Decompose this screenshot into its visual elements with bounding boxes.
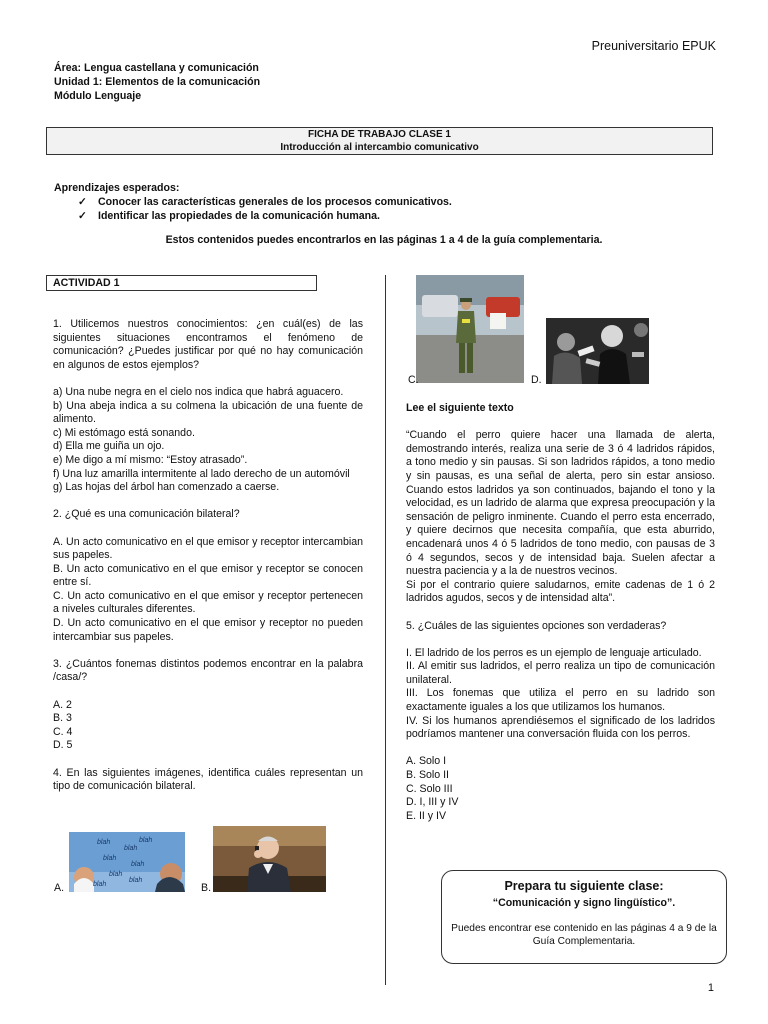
- q3-option: C. 4: [53, 725, 73, 738]
- q1-option: e) Me digo a mí mismo: “Estoy atrasado”.: [53, 453, 248, 466]
- q5-text: 5. ¿Cuáles de las siguientes opciones son verdaderas?: [406, 619, 667, 632]
- q1-option: b) Una abeja indica a su colmena la ubicación de una fuente de alimento.: [53, 399, 363, 426]
- header-modulo: Módulo Lenguaje: [54, 90, 142, 102]
- q2-option: C. Un acto comunicativo en el que emisor y receptor pertenecen a niveles culturales diferentes.: [53, 589, 363, 616]
- q2-option: A. Un acto comunicativo en el que emisor y receptor intercambian sus papeles.: [53, 535, 363, 562]
- blah-text: blah: [124, 845, 138, 852]
- q4-text: 4. En las siguientes imágenes, identifica cuáles representan un tipo de comunicación bilateral.: [53, 766, 363, 793]
- q3-option: A. 2: [53, 698, 72, 711]
- image-b-label: B.: [201, 882, 212, 894]
- image-d-label: D.: [531, 374, 542, 386]
- blah-text: blah: [139, 837, 153, 844]
- prepara-desc: Puedes encontrar ese contenido en las páginas 4 a 9 de la Guía Complementaria.: [451, 923, 717, 948]
- q2-option: D. Un acto comunicativo en el que emisor y receptor no pueden intercambiar sus papeles.: [53, 617, 363, 643]
- image-a-label: A.: [54, 882, 65, 894]
- blah-text: blah: [103, 855, 117, 862]
- column-divider: [385, 275, 386, 985]
- q3-option: D. 5: [53, 739, 73, 752]
- aprendizajes-block: [54, 181, 452, 223]
- texto-body: “Cuando el perro quiere hacer una llamada de alerta, demostrando interés, realiza una serie de 3 ó 4 ladridos rápidos, a tono medio y sin pausas. Si son ladridos rápidos, a tono medio y sin pausas, es una señal de alerta, pero sin estar ansioso. Cuando estos ladridos ya son continuados, bajando el tono y la velocidad, es un ladrido de alarma que expresa preocupación y la sensación de peligro inminente. Cuando el perro esta encerrado, y quiere decirnos que necesita compañía, que esta aburrido, encadenará unos 4 ó 5 ladridos de tono medio, con pausas de 3 ó 4 segundos, secos y de intensidad baja. Suelen afectar a nuestra paciencia y a la de nuestros vecinos.: [406, 429, 715, 578]
- page-number: 1: [707, 982, 714, 994]
- blah-text: blah: [109, 871, 123, 878]
- right-column: [406, 402, 715, 823]
- image-d-press-interview: [546, 318, 649, 384]
- q5-option: A. Solo I: [406, 755, 447, 768]
- blah-text: blah: [93, 881, 107, 888]
- check-icon: ✓: [78, 210, 87, 222]
- ficha-title-box: [46, 127, 713, 155]
- aprendizaje-item: ✓ Identificar las propiedades de la comunicación humana.: [78, 210, 380, 222]
- aprendizajes-heading: Aprendizajes esperados:: [54, 182, 180, 194]
- ficha-subtitle: Introducción al intercambio comunicativo: [280, 141, 479, 153]
- prepara-title: Prepara tu siguiente clase:: [504, 879, 664, 893]
- q5-statement: I. El ladrido de los perros es un ejemplo de lenguaje articulado.: [406, 646, 702, 659]
- header-block: [54, 61, 260, 103]
- image-b-phone-call: [213, 826, 326, 892]
- q5-option: C. Solo III: [406, 782, 453, 795]
- prepara-topic: “Comunicación y signo lingüístico”.: [492, 896, 676, 909]
- prepara-box: [441, 870, 727, 964]
- actividad-label: ACTIVIDAD 1: [46, 275, 317, 291]
- aprendizaje-item: ✓ Conocer las características generales de los procesos comunicativos.: [78, 196, 452, 208]
- image-a-blah-talk: [69, 832, 185, 892]
- q1-option: c) Mi estómago está sonando.: [53, 426, 195, 439]
- q1-option: g) Las hojas del árbol han comenzado a caerse.: [53, 481, 280, 494]
- q5-option: E. II y IV: [406, 809, 447, 822]
- blah-text: blah: [97, 839, 111, 846]
- q1-option: a) Una nube negra en el cielo nos indica que habrá aguacero.: [53, 385, 344, 398]
- q1-option: d) Ella me guiña un ojo.: [53, 440, 165, 453]
- header-unidad: Unidad 1: Elementos de la comunicación: [54, 76, 261, 88]
- image-c-traffic-officer: [416, 275, 524, 383]
- check-icon: ✓: [78, 196, 87, 208]
- q5-statement: II. Al emitir sus ladridos, el perro realiza un tipo de comunicación unilateral.: [406, 660, 715, 686]
- left-column: [53, 318, 363, 794]
- q3-text: 3. ¿Cuántos fonemas distintos podemos encontrar en la palabra /casa/?: [53, 657, 363, 684]
- brand-name: Preuniversitario EPUK: [591, 39, 716, 53]
- q2-text: 2. ¿Qué es una comunicación bilateral?: [53, 508, 240, 521]
- q5-statement: III. Los fonemas que utiliza el perro en su ladrido son exactamente iguales a los que utilizamos los humanos.: [406, 687, 715, 714]
- blah-text: blah: [131, 861, 145, 868]
- q5-option: B. Solo II: [406, 769, 449, 782]
- q1-option: f) Una luz amarilla intermitente al lado derecho de un automóvil: [53, 467, 350, 480]
- image-c-label: C.: [408, 374, 419, 386]
- blah-text: blah: [129, 877, 143, 884]
- aprendizajes-list: [54, 195, 452, 223]
- q5-statement: IV. Si los humanos aprendiésemos el significado de los ladridos podríamos mantener una conversación fluida con los perros.: [406, 714, 715, 741]
- texto-heading: Lee el siguiente texto: [406, 402, 514, 414]
- q3-option: B. 3: [53, 712, 72, 725]
- header-area: Área: Lengua castellana y comunicación: [54, 62, 259, 74]
- q5-option: D. I, III y IV: [406, 796, 459, 809]
- ficha-title: FICHA DE TRABAJO CLASE 1: [308, 129, 451, 140]
- contents-note: Estos contenidos puedes encontrarlos en las páginas 1 a 4 de la guía complementaria.: [165, 234, 603, 246]
- texto-body-2: Si por el contrario quiere saludarnos, emite cadenas de 1 ó 2 ladridos agudos, secos y de intensidad alta”.: [406, 578, 715, 605]
- q2-option: B. Un acto comunicativo en el que emisor y receptor se conocen entre sí.: [53, 562, 363, 589]
- q1-text: 1. Utilicemos nuestros conocimientos: ¿en cuál(es) de las siguientes situaciones encontramos el fenómeno de comunicación? ¿Puedes justificar por qué no hay comunicación en algunos de estos ejemplos?: [53, 318, 363, 371]
